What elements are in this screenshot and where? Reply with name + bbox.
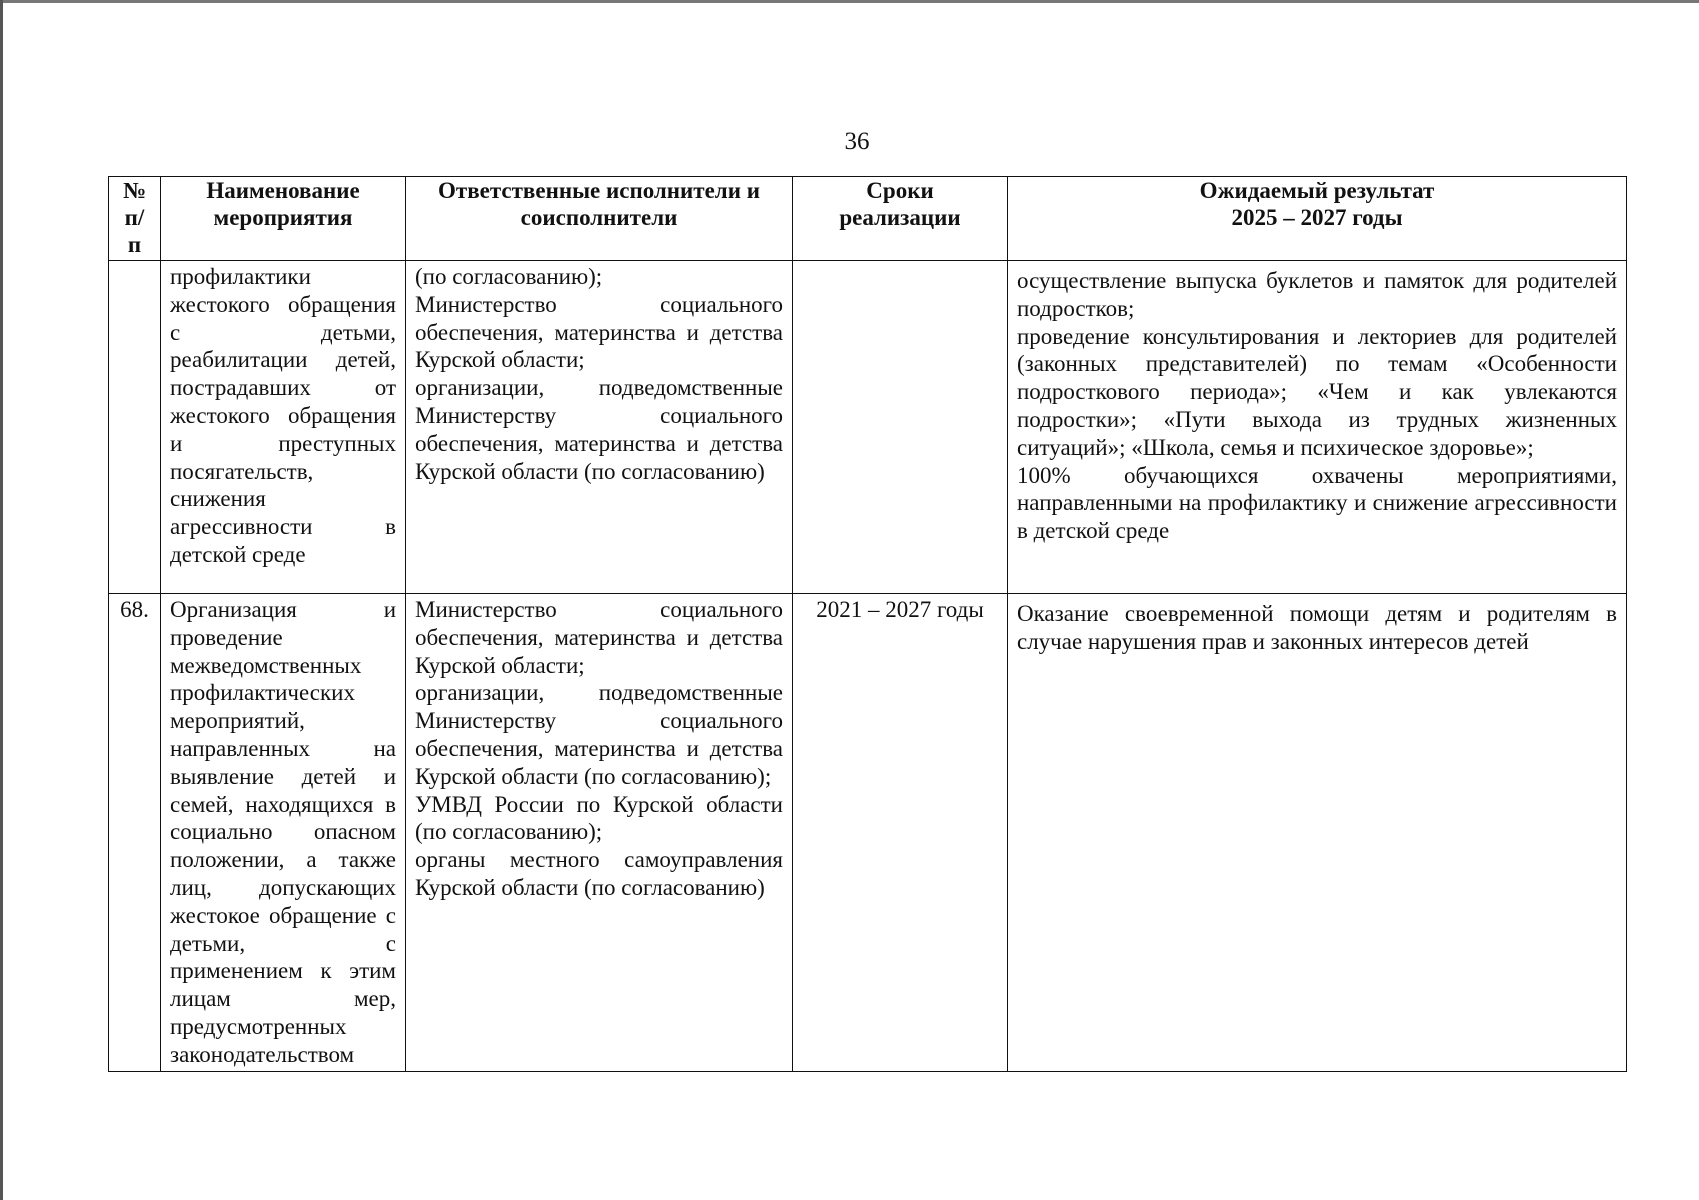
measures-table (108, 176, 1627, 1072)
responsible-executors: (по согласованию); Министерство социального обеспечения, материнства и детства Курской области; организации, подведомственные Министерству социального обеспечения, материнства и детства Курской области (по согласованию) (406, 261, 793, 594)
row-number: 68. (109, 594, 161, 1072)
header-expected-result: Ожидаемый результат 2025 – 2027 годы (1008, 177, 1627, 261)
table-header-row (109, 177, 1627, 261)
event-name: профилактики жестокого обращения с детьми, реабилитации детей, пострадавших от жестокого обращения и преступных посягательств, снижения агрессивности в детской среде (161, 261, 406, 594)
header-number: № п/ п (109, 177, 161, 261)
table-row (109, 594, 1627, 1072)
expected-result: Оказание своевременной помощи детям и родителям в случае нарушения прав и законных интересов детей (1008, 594, 1627, 1072)
header-terms: Сроки реализации (793, 177, 1008, 261)
implementation-terms: 2021 – 2027 годы (793, 594, 1008, 1072)
header-responsible: Ответственные исполнители и соисполнители (406, 177, 793, 261)
implementation-terms (793, 261, 1008, 594)
event-name: Организация и проведение межведомственных профилактических мероприятий, направленных на выявление детей и семей, находящихся в социально опасном положении, а также лиц, допускающих жестокое обращение с детьми, с применением к этим лицам мер, предусмотренных законодательством (161, 594, 406, 1072)
page-number: 36 (844, 128, 870, 155)
header-event-name: Наименование мероприятия (161, 177, 406, 261)
row-number (109, 261, 161, 594)
table-row (109, 261, 1627, 594)
scan-edge-left (0, 0, 3, 1200)
expected-result: осуществление выпуска буклетов и памяток для родителей подростков; проведение консультирования и лекториев для родителей (законных представителей) по темам «Особенности подросткового периода»; «Чем и как увлекаются подростки»; «Пути выхода из трудных жизненных ситуаций»; «Школа, семья и психическое здоровье»; 100% обучающихся охвачены мероприятиями, направленными на профилактику и снижение агрессивности в детской среде (1008, 261, 1627, 594)
responsible-executors: Министерство социального обеспечения, материнства и детства Курской области; организации, подведомственные Министерству социального обеспечения, материнства и детства Курской области (по согласованию); УМВД России по Курской области (по согласованию); органы местного самоуправления Курской области (по согласованию) (406, 594, 793, 1072)
scan-edge-top (0, 0, 1699, 3)
